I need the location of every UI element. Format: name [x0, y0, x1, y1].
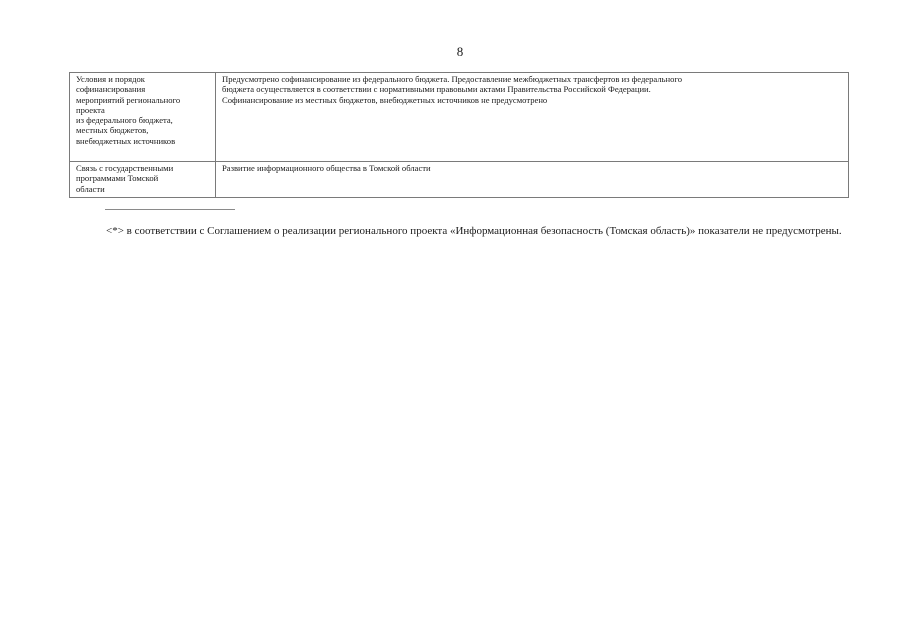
label-line: программами Томской	[76, 173, 159, 184]
label-line: мероприятий регионального	[76, 94, 181, 105]
value-line: Предусмотрено софинансирование из федерального бюджета. Предоставление межбюджетных трансфертов из федерального	[222, 74, 683, 84]
project-passport-table	[69, 72, 849, 198]
row-label-cofinancing	[70, 73, 216, 162]
footnote-separator	[105, 209, 235, 210]
value-line: бюджета осуществляется в соответствии с нормативными правовыми актами Правительства Российской Федерации.	[222, 84, 651, 95]
row-value-programs	[216, 162, 849, 198]
label-line: внебюджетных источников	[76, 135, 176, 146]
page-number: 8	[456, 44, 464, 59]
table-row	[70, 73, 849, 162]
label-line: Связь с государственными	[76, 163, 174, 173]
row-value-cofinancing	[216, 73, 849, 162]
label-line: из федерального бюджета,	[76, 115, 173, 126]
row-label-programs	[70, 162, 216, 198]
value-line: Софинансирование из местных бюджетов, внебюджетных источников не предусмотрено	[222, 94, 548, 105]
label-line: проекта	[76, 104, 105, 115]
label-line: местных бюджетов,	[76, 125, 149, 136]
table-row	[70, 162, 849, 198]
label-line: Условия и порядок	[76, 74, 145, 84]
footnote-text: <*> в соответствии с Соглашением о реализации регионального проекта «Информационная безопасность (Томская область)» показатели не предусмотрены.	[106, 225, 842, 237]
label-line: области	[76, 183, 105, 194]
label-line: софинансирования	[76, 84, 146, 95]
value-line: Развитие информационного общества в Томской области	[222, 163, 431, 173]
